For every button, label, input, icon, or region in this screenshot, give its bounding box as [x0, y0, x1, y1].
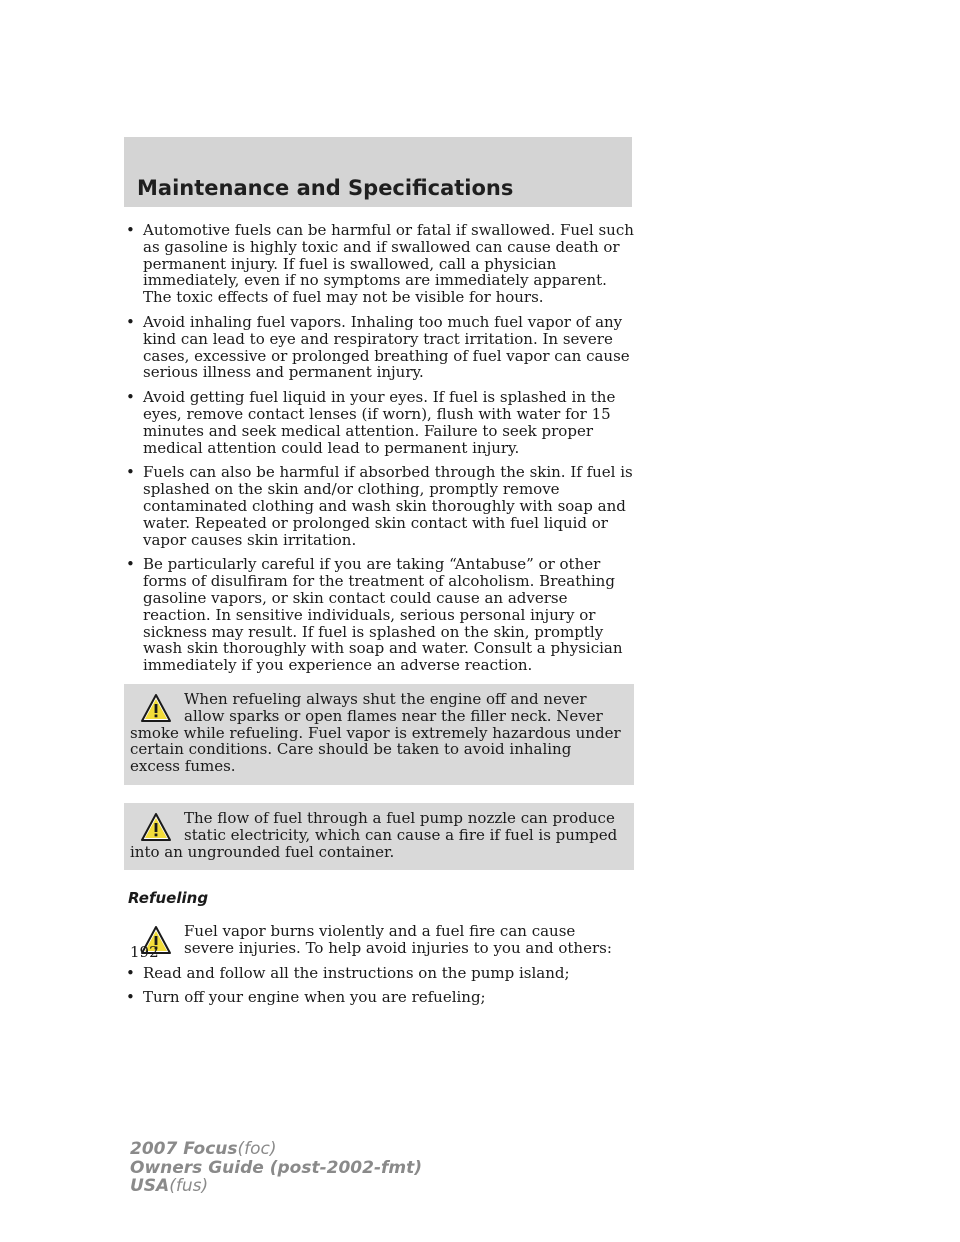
bullet-mark: •: [126, 312, 135, 331]
page-content: [124, 222, 634, 1014]
bullet-mark: •: [126, 963, 135, 982]
bullet-mark: •: [126, 221, 135, 239]
list-item: [124, 464, 634, 548]
list-item: [124, 989, 634, 1006]
list-item: [124, 314, 634, 381]
page-number: 192: [130, 943, 159, 961]
footer-guide: Owners Guide (post-2002-fmt): [130, 1157, 423, 1178]
section-title: Maintenance and Specifications: [137, 176, 514, 200]
footer-line: [130, 1159, 422, 1178]
warning-text: The flow of fuel through a fuel pump nozzle can produce static electricity, which can cause a fire if fuel is pumped into an ungrounded fuel container.: [130, 808, 618, 861]
list-item-text: Avoid getting fuel liquid in your eyes. If fuel is splashed in the eyes, remove contact lenses (if worn), flush with water for 15 minutes and seek medical attention. Failure to seek proper medical attention could lead to permanent injury.: [143, 388, 616, 457]
footer-line: [130, 1177, 422, 1196]
bullet-mark: •: [126, 988, 135, 1007]
list-item: [124, 965, 634, 982]
warning-box: [124, 803, 634, 870]
refueling-warning: [124, 923, 634, 957]
list-item-text: Turn off your engine when you are refueling;: [143, 988, 486, 1007]
list-item-text: Fuels can also be harmful if absorbed through the skin. If fuel is splashed on the skin and/or clothing, promptly remove contaminated clothing and wash skin thoroughly with soap and water. Repeated or prolonged skin contact with fuel liquid or vapor causes skin irritation.: [143, 463, 633, 549]
bullet-mark: •: [126, 463, 135, 482]
list-item-text: Be particularly careful if you are taking “Antabuse” or other forms of disulfiram for the treatment of alcoholism. Breathing gasoline vapors, or skin contact could cause an adverse reaction. In sensitive individuals, serious personal injury or sickness may result. If fuel is splashed on the skin, promptly wash skin thoroughly with soap and water. Consult a physician immediately if you experience an adverse reaction.: [143, 555, 623, 675]
warning-text: Fuel vapor burns violently and a fuel fire can cause severe injuries. To help avoid injuries to you and others:: [184, 923, 612, 957]
bullet-mark: •: [126, 555, 135, 574]
warning-triangle-icon: [140, 693, 172, 723]
warning-box: [124, 684, 634, 785]
bullet-mark: •: [126, 388, 135, 407]
warning-triangle-icon: [140, 812, 172, 842]
footer-line: [130, 1140, 422, 1159]
warning-text: When refueling always shut the engine off and never allow sparks or open flames near the filler neck. Never smoke while refueling. Fuel vapor is extremely hazardous under certain conditions. Care should be taken to avoid inhaling excess fumes.: [130, 689, 621, 776]
list-item: [124, 222, 634, 306]
footer: [130, 1140, 422, 1196]
list-item-text: Automotive fuels can be harmful or fatal if swallowed. Fuel such as gasoline is highly toxic and if swallowed can cause death or permanent injury. If fuel is swallowed, call a physician immediately, even if no symptoms are immediately apparent. The toxic effects of fuel may not be visible for hours.: [143, 221, 634, 307]
footer-region: USA: [130, 1176, 170, 1196]
footer-model-code: (foc): [237, 1139, 277, 1159]
list-item-text: Read and follow all the instructions on the pump island;: [143, 963, 570, 982]
list-item: [124, 556, 634, 674]
list-item-text: Avoid inhaling fuel vapors. Inhaling too much fuel vapor of any kind can lead to eye and respiratory tract irritation. In severe cases, excessive or prolonged breathing of fuel vapor can cause serious illness and permanent injury.: [143, 312, 630, 382]
footer-region-code: (fus): [169, 1176, 209, 1196]
list-item: [124, 389, 634, 456]
footer-model: 2007 Focus: [130, 1139, 238, 1159]
refueling-heading: Refueling: [128, 889, 209, 908]
